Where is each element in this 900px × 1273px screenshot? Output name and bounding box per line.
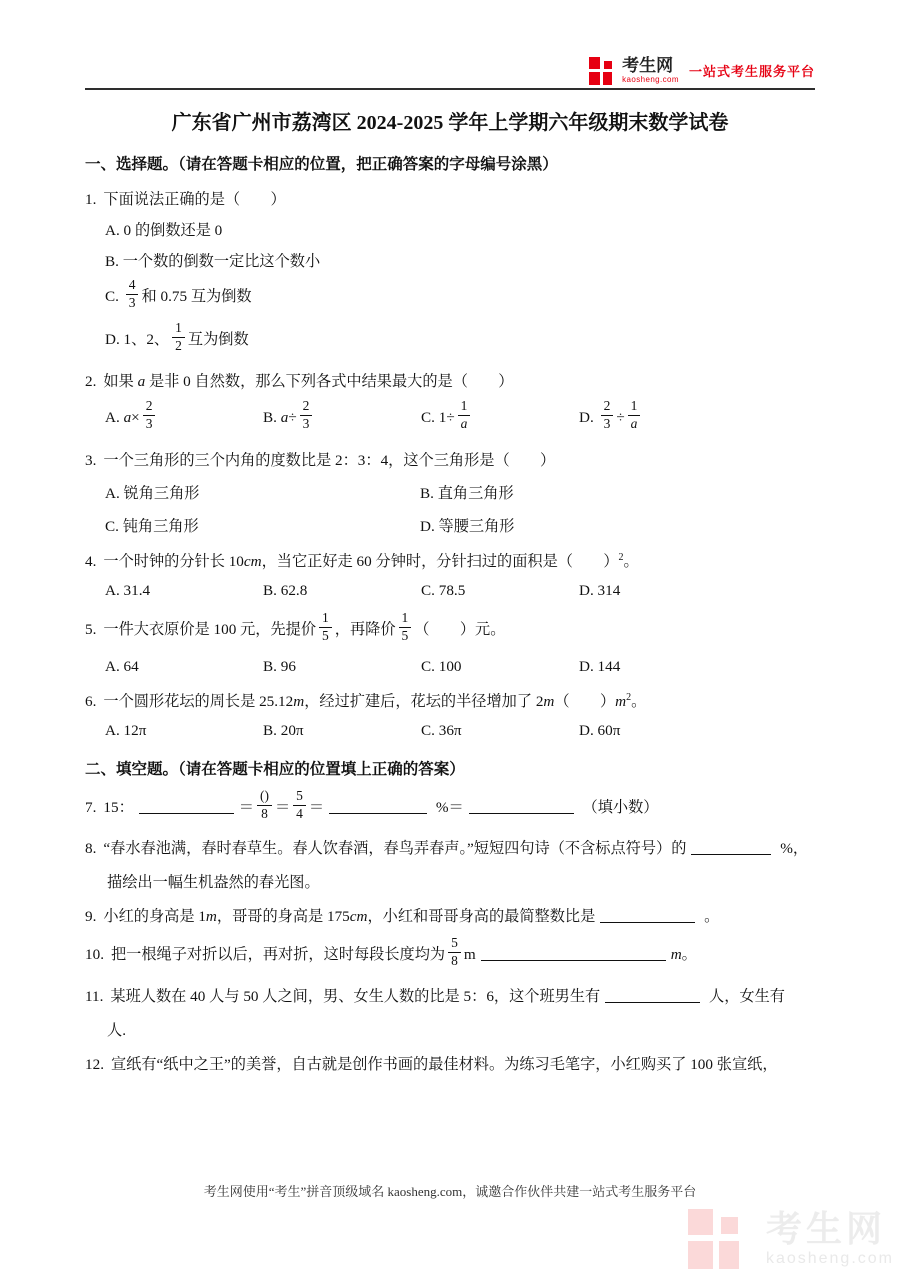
- text-run: ，当它正好走 60 分钟时，分针扫过的面积是（ ）: [261, 553, 619, 571]
- options: [105, 658, 815, 676]
- text-run: m: [463, 946, 476, 964]
- text-run: ＝: [274, 798, 291, 816]
- fraction-denominator: 5: [401, 627, 409, 643]
- option: [420, 482, 815, 503]
- text-run: A. 64: [105, 657, 139, 675]
- option: [105, 515, 420, 536]
- question-stem: [85, 985, 815, 1006]
- text-run: 15：: [103, 798, 134, 816]
- option: [421, 722, 579, 740]
- math-variable: cm: [243, 553, 262, 571]
- options: [105, 582, 815, 600]
- watermark-brand: 考生网: [765, 1208, 886, 1249]
- answer-blank: [691, 840, 771, 855]
- text-run: A.: [105, 409, 124, 427]
- section-heading: 一、选择题。（请在答题卡相应的位置，把正确答案的字母编号涂黑）: [85, 156, 558, 173]
- math-variable: m: [293, 692, 305, 710]
- text-run: B. 直角三角形: [420, 485, 514, 503]
- fraction-numerator: (): [257, 789, 272, 806]
- fraction-denominator: 5: [322, 627, 329, 643]
- option: [263, 658, 421, 676]
- fraction: [628, 399, 641, 432]
- superscript: 2: [626, 691, 632, 703]
- text-run: C. 钝角三角形: [105, 518, 199, 536]
- question-number: 11.: [85, 988, 104, 1006]
- text-run: 人.: [107, 1022, 126, 1040]
- math-variable: m: [615, 692, 627, 710]
- text-run: 某班人数在 40 人与 50 人之间，男、女生人数的比是 5：6，这个班男生有: [110, 988, 601, 1006]
- text-run: 把一根绳子对折以后，再对折，这时每段长度均为: [110, 946, 446, 964]
- question-number: 7.: [85, 798, 97, 816]
- text-run: D. 等腰三角形: [420, 518, 515, 536]
- question-6: [85, 690, 815, 740]
- question-9: [85, 905, 815, 926]
- question-number: 9.: [85, 908, 97, 926]
- fraction: [319, 611, 332, 644]
- footer-note: 考生网使用“考生”拼音顶级域名 kaosheng.com，诚邀合作伙伴共建一站式考生服务平台: [203, 1184, 697, 1199]
- option: [263, 398, 421, 435]
- option: [105, 482, 420, 503]
- question-5: [85, 610, 815, 676]
- option: [579, 658, 620, 676]
- text-run: C. 1÷: [421, 409, 455, 427]
- text-run: A. 31.4: [105, 582, 151, 600]
- text-run: 一个圆形花坛的周长是 25.12: [103, 692, 294, 710]
- fraction-numerator: 2: [143, 399, 156, 416]
- text-run: 是非 0 自然数，那么下列各式中结果最大的是（ ）: [145, 373, 514, 391]
- text-run: ，小红和哥哥身高的最简整数比是: [367, 908, 596, 926]
- text-run: 描绘出一幅生机盎然的春光图。: [107, 874, 320, 892]
- option: [579, 582, 620, 600]
- math-variable: m: [205, 908, 217, 926]
- fraction: [126, 278, 139, 311]
- fraction: [172, 321, 185, 354]
- fraction-denominator: 8: [451, 953, 458, 969]
- question-stem: [85, 449, 815, 470]
- question-number: 4.: [85, 553, 97, 571]
- question-number: 10.: [85, 946, 104, 964]
- question-continuation: [107, 1019, 815, 1040]
- fraction: [143, 399, 156, 432]
- fraction-denominator: 3: [145, 416, 153, 432]
- text-run: D.: [579, 409, 598, 427]
- option: [579, 722, 620, 740]
- options: [105, 470, 815, 536]
- question-stem: [85, 787, 815, 825]
- text-run: 人，女生有: [705, 988, 785, 1006]
- fraction-numerator: 5: [293, 789, 306, 806]
- question-stem: [85, 370, 815, 391]
- fraction-numerator: 2: [300, 399, 313, 416]
- math-variable: m: [543, 692, 555, 710]
- text-run: C. 36π: [421, 721, 462, 739]
- watermark-domain: kaosheng.com: [765, 1250, 894, 1267]
- answer-blank: [329, 799, 427, 814]
- question-stem: [85, 935, 815, 972]
- exam-body: [85, 152, 815, 1074]
- fraction-denominator: a: [630, 416, 638, 432]
- logo-text: [622, 57, 679, 84]
- question-stem: [85, 690, 815, 711]
- text-run: ＝: [308, 798, 325, 816]
- text-run: ，哥哥的身高是 175: [216, 908, 350, 926]
- text-run: ×: [131, 409, 140, 427]
- fraction-numerator: 4: [126, 278, 139, 295]
- fraction-numerator: 2: [601, 399, 614, 416]
- text-run: 一件大衣原价是 100 元，先提价: [103, 620, 317, 638]
- question-number: 12.: [85, 1056, 104, 1074]
- watermark-text: [765, 1208, 894, 1267]
- fraction-denominator: 3: [128, 294, 136, 310]
- question-number: 2.: [85, 373, 97, 391]
- kaosheng-logo: [589, 56, 815, 85]
- text-run: A. 0 的倒数还是 0: [105, 222, 223, 239]
- question-12: [85, 1053, 815, 1074]
- text-run: 小红的身高是 1: [103, 908, 206, 926]
- fraction-numerator: 1: [458, 399, 471, 416]
- text-run: B. 20π: [263, 721, 304, 739]
- fraction-numerator: 1: [628, 399, 641, 416]
- text-run: ＝: [238, 798, 254, 816]
- text-run: ，再降价: [334, 620, 396, 638]
- text-run: 。: [623, 553, 639, 571]
- fraction: [257, 789, 272, 822]
- fraction-denominator: 2: [175, 337, 182, 353]
- question-7: [85, 787, 815, 825]
- question-3: [85, 449, 815, 536]
- answer-blank: [605, 988, 700, 1003]
- option: [263, 582, 421, 600]
- option: [263, 722, 421, 740]
- option: [105, 219, 815, 240]
- option: [420, 515, 815, 536]
- text-run: B.: [263, 409, 281, 427]
- question-continuation: [107, 871, 815, 892]
- text-run: B. 62.8: [263, 582, 308, 600]
- math-variable: cm: [349, 908, 368, 926]
- fraction-numerator: 5: [448, 936, 461, 953]
- fraction-numerator: 1: [319, 611, 332, 628]
- answer-blank: [481, 946, 666, 961]
- text-run: 一个时钟的分针长 10: [103, 553, 244, 571]
- fraction-denominator: 3: [603, 416, 611, 432]
- fraction: [448, 936, 461, 969]
- question-stem: [85, 1053, 815, 1074]
- kaosheng-watermark-icon: [688, 1207, 752, 1271]
- text-run: C.: [105, 287, 123, 305]
- text-run: D. 314: [579, 582, 621, 600]
- question-number: 3.: [85, 452, 97, 470]
- option: [105, 398, 263, 435]
- text-run: D. 60π: [579, 721, 621, 739]
- option: [421, 582, 579, 600]
- text-run: （填小数）: [578, 798, 659, 816]
- question-stem: [85, 550, 815, 571]
- text-run: （ ）: [554, 692, 616, 710]
- answer-blank: [469, 799, 574, 814]
- question-number: 8.: [85, 840, 97, 858]
- fraction-numerator: 1: [172, 321, 185, 338]
- logo-domain: kaosheng.com: [622, 75, 679, 84]
- fraction-numerator: 1: [399, 611, 412, 628]
- math-variable: a: [123, 409, 132, 427]
- fraction: [601, 399, 614, 432]
- fraction: [458, 399, 471, 432]
- fraction-denominator: 3: [302, 416, 310, 432]
- superscript: 2: [618, 552, 624, 563]
- text-run: ÷: [616, 409, 625, 427]
- fraction: [300, 399, 313, 432]
- section-heading: 二、填空题。（请在答题卡相应的位置填上正确的答案）: [85, 760, 465, 778]
- question-1: [85, 188, 815, 356]
- answer-blank: [600, 908, 695, 923]
- answer-blank: [139, 799, 234, 814]
- text-run: 宣纸有“纸中之王”的美誉，自古就是创作书画的最佳材料。为练习毛笔字，小红购买了 100 张宣纸，: [110, 1056, 778, 1074]
- logo-brand: 考生网: [622, 56, 674, 75]
- text-run: 下面说法正确的是（ ）: [103, 191, 286, 208]
- text-run: %，: [776, 840, 809, 858]
- text-run: 和 0.75 互为倒数: [141, 287, 252, 305]
- option: [105, 722, 263, 740]
- logo-tagline: 一站式考生服务平台: [688, 64, 815, 79]
- question-2: [85, 370, 815, 435]
- question-number: 1.: [85, 191, 97, 208]
- text-run: D. 1、2、: [105, 330, 170, 348]
- text-run: B. 96: [263, 657, 296, 675]
- math-variable: a: [280, 409, 289, 427]
- option: [105, 582, 263, 600]
- text-run: %＝: [432, 798, 464, 816]
- question-11: [85, 985, 815, 1040]
- kaosheng-logo-icon: [589, 56, 617, 85]
- text-run: C. 100: [421, 657, 462, 675]
- fraction-denominator: a: [460, 416, 468, 432]
- question-number: 5.: [85, 620, 97, 638]
- question-stem: [85, 188, 815, 209]
- question-stem: [85, 610, 815, 647]
- text-run: ÷: [288, 409, 297, 427]
- text-run: 。: [681, 946, 697, 964]
- kaosheng-watermark: [688, 1207, 894, 1271]
- math-variable: m: [670, 946, 682, 964]
- page-header: [85, 0, 815, 90]
- fraction: [293, 789, 306, 822]
- exam-title: 广东省广州市荔湾区 2024-2025 学年上学期六年级期末数学试卷: [171, 112, 729, 134]
- text-run: 。: [700, 908, 720, 926]
- question-4: [85, 550, 815, 600]
- options: [105, 722, 815, 740]
- text-run: C. 78.5: [421, 582, 466, 600]
- option: [105, 658, 263, 676]
- option: [105, 277, 815, 314]
- fraction-denominator: 8: [261, 805, 268, 821]
- text-run: A. 锐角三角形: [105, 485, 200, 503]
- text-run: ，经过扩建后，花坛的半径增加了 2: [304, 692, 544, 710]
- text-run: D. 144: [579, 657, 621, 675]
- question-stem: [85, 837, 815, 858]
- text-run: （ ）元。: [414, 620, 506, 638]
- option: [105, 319, 815, 357]
- text-run: B. 一个数的倒数一定比这个数小: [105, 253, 321, 270]
- text-run: 互为倒数: [187, 330, 249, 348]
- option: [579, 398, 643, 435]
- options: [85, 219, 815, 356]
- text-run: 。: [631, 692, 647, 710]
- option: [105, 250, 815, 271]
- text-run: 一个三角形的三个内角的度数比是 2：3：4，这个三角形是（ ）: [103, 452, 556, 470]
- question-stem: [85, 905, 815, 926]
- text-run: 如果: [103, 373, 138, 391]
- fraction: [399, 611, 412, 644]
- question-number: 6.: [85, 692, 97, 710]
- math-variable: a: [137, 373, 146, 391]
- option: [421, 658, 579, 676]
- question-8: [85, 837, 815, 892]
- text-run: “春水春池满，春时春草生。春人饮春酒，春鸟弄春声。”短短四句诗（不含标点符号）的: [103, 840, 687, 858]
- text-run: A. 12π: [105, 721, 147, 739]
- question-10: [85, 935, 815, 972]
- options: [105, 398, 815, 435]
- fraction-denominator: 4: [296, 805, 303, 821]
- option: [421, 398, 579, 435]
